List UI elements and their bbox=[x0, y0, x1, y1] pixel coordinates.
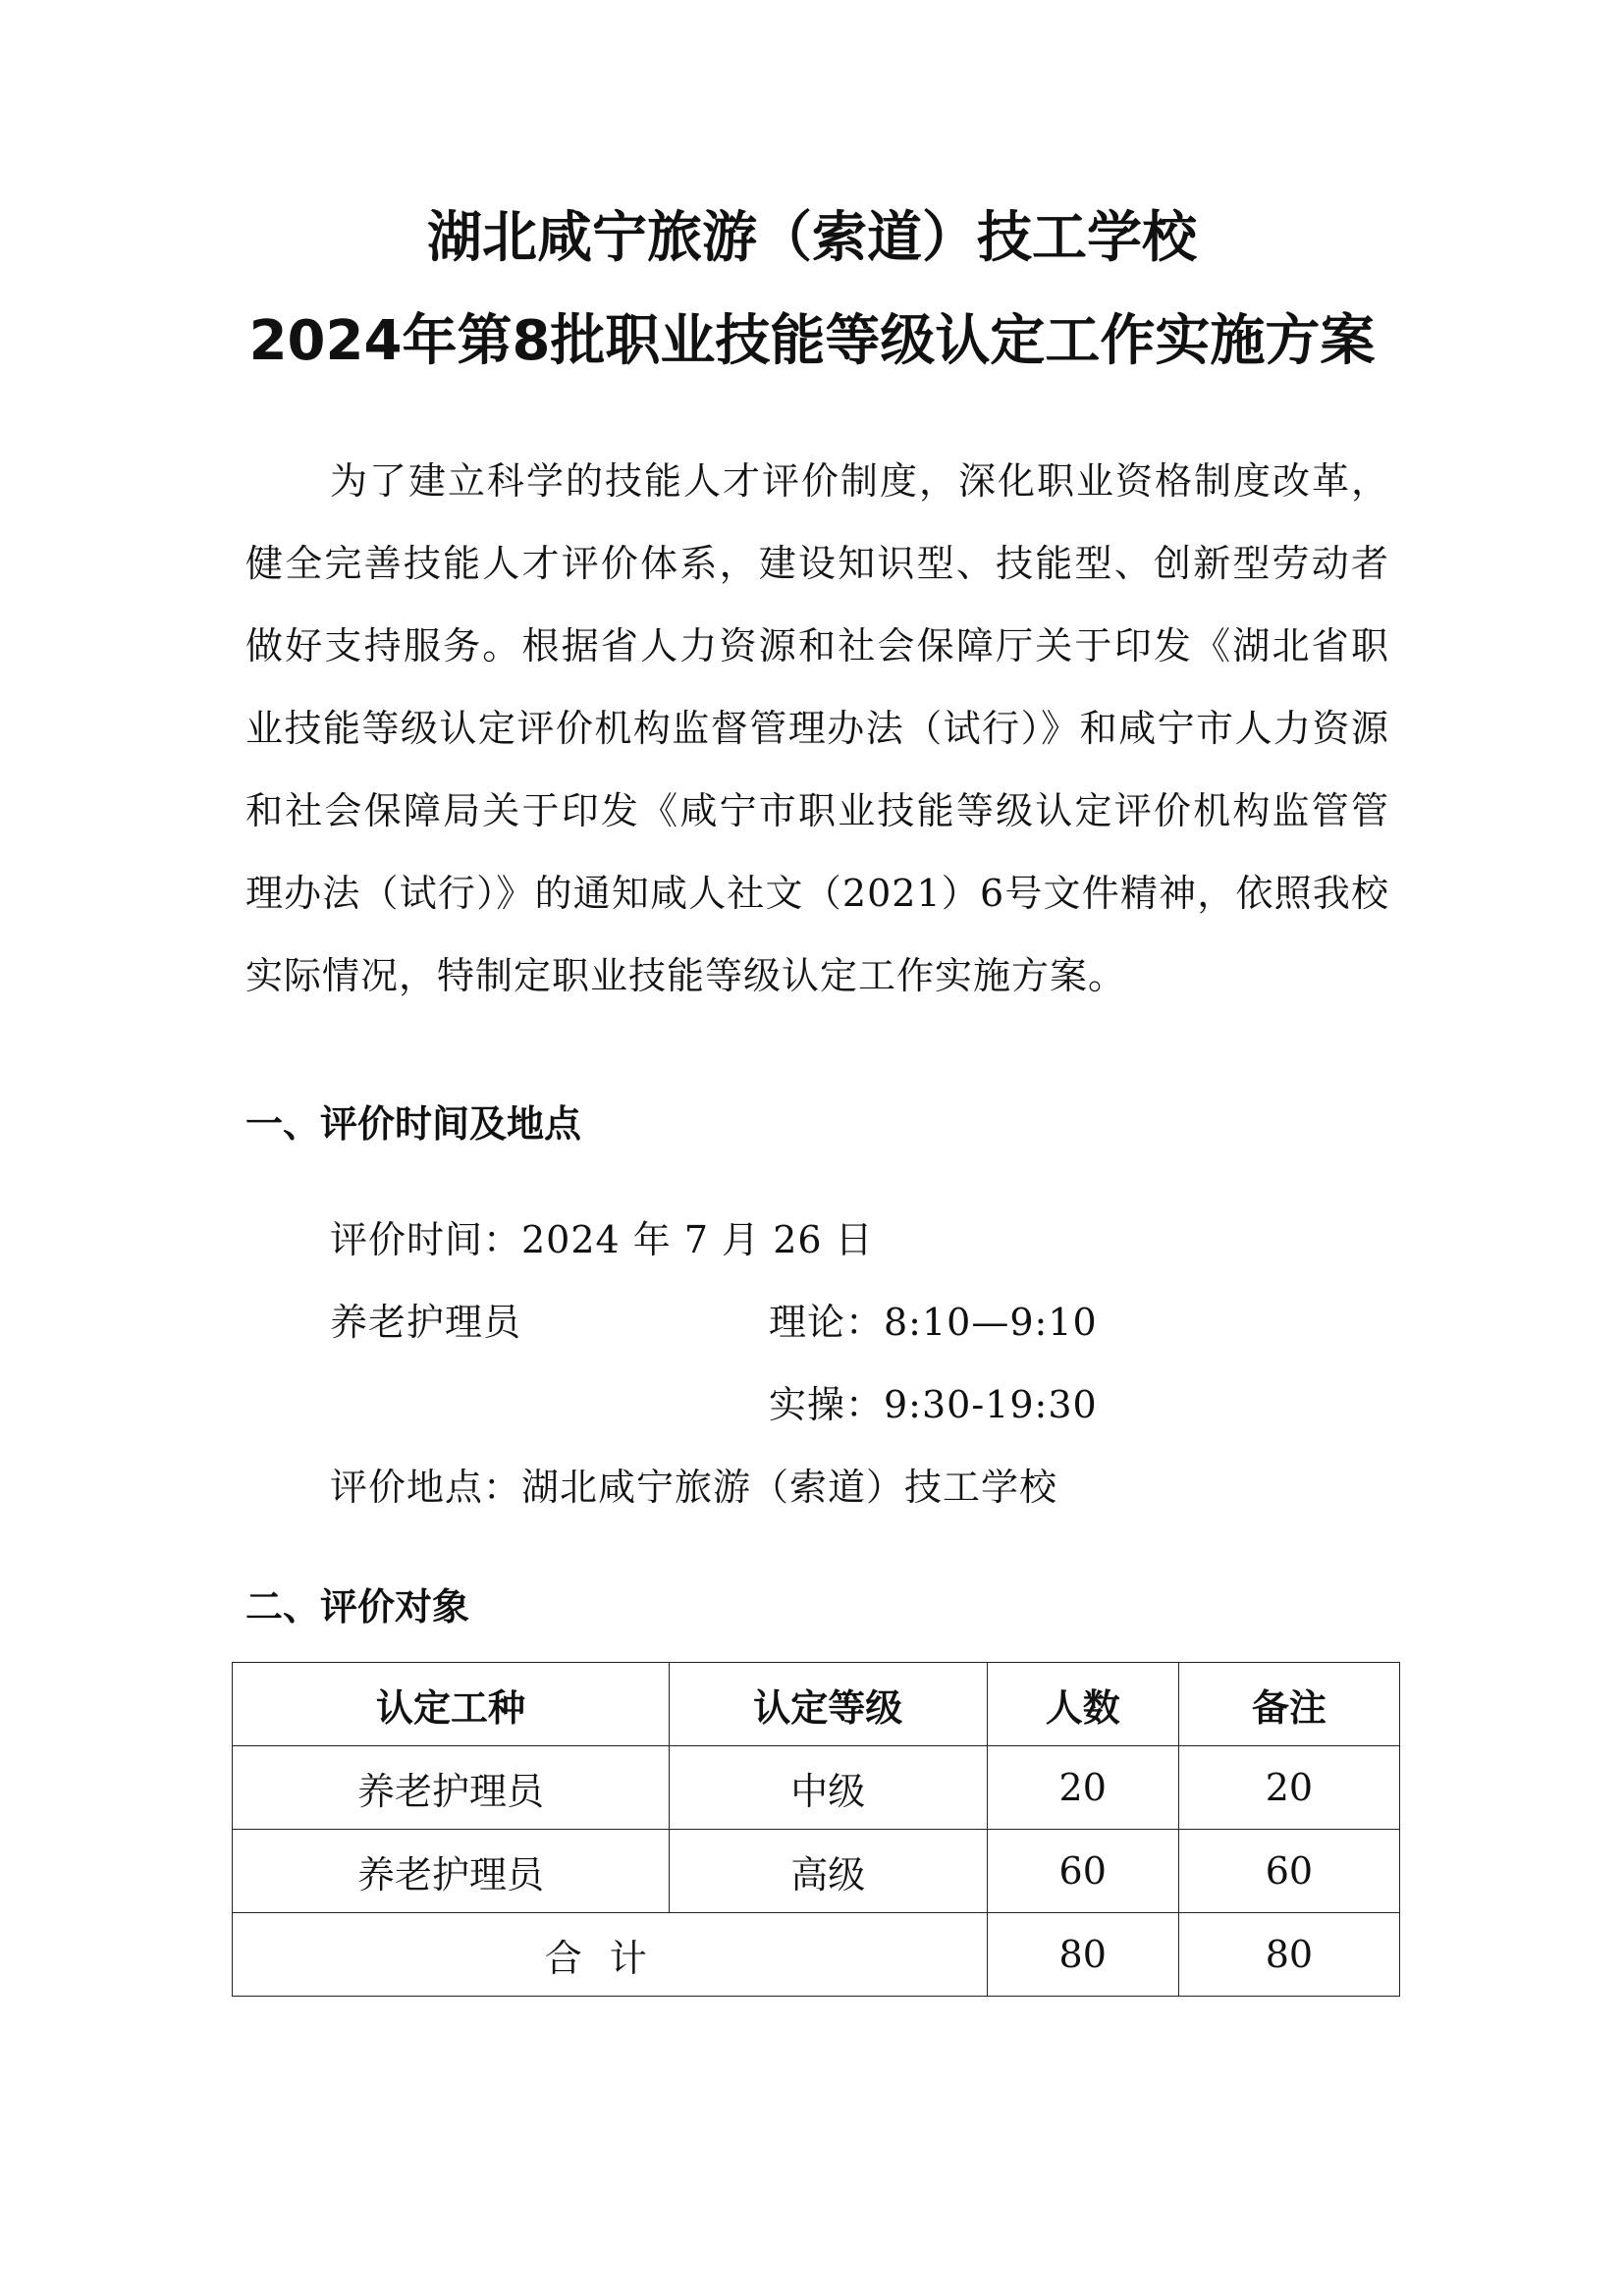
document-title-line-2: 2024年第8批职业技能等级认定工作实施方案 bbox=[248, 309, 1376, 373]
cell-count: 60 bbox=[987, 1830, 1178, 1913]
cell-total-count: 80 bbox=[987, 1913, 1178, 1997]
evaluation-target-table bbox=[232, 1662, 1400, 1997]
cell-level: 中级 bbox=[669, 1746, 987, 1830]
document-title-line-1: 湖北咸宁旅游（索道）技工学校 bbox=[427, 206, 1197, 270]
table-header-row bbox=[233, 1663, 1400, 1746]
cell-count: 20 bbox=[987, 1746, 1178, 1830]
header-count: 人数 bbox=[987, 1663, 1178, 1746]
evaluation-time: 评价时间：2024 年 7 月 26 日 bbox=[330, 1218, 874, 1261]
header-level: 认定等级 bbox=[669, 1663, 987, 1746]
cell-job-type: 养老护理员 bbox=[233, 1746, 670, 1830]
section-heading-time-place: 一、评价时间及地点 bbox=[245, 1102, 582, 1146]
cell-note: 60 bbox=[1178, 1830, 1399, 1913]
table-row bbox=[233, 1746, 1400, 1830]
theory-time: 理论：8:10—9:10 bbox=[769, 1301, 1098, 1344]
practice-time: 实操：9:30-19:30 bbox=[769, 1383, 1098, 1426]
section-heading-target: 二、评价对象 bbox=[245, 1585, 470, 1629]
cell-total-note: 80 bbox=[1178, 1913, 1399, 1997]
cell-job-type: 养老护理员 bbox=[233, 1830, 670, 1913]
job-name: 养老护理员 bbox=[330, 1301, 522, 1344]
cell-note: 20 bbox=[1178, 1746, 1399, 1830]
table-row bbox=[233, 1830, 1400, 1913]
cell-level: 高级 bbox=[669, 1830, 987, 1913]
cell-total-label: 合计 bbox=[233, 1913, 988, 1997]
table-total-row bbox=[233, 1913, 1400, 1997]
evaluation-place: 评价地点：湖北咸宁旅游（索道）技工学校 bbox=[330, 1466, 1058, 1509]
intro-paragraph: 为了建立科学的技能人才评价制度，深化职业资格制度改革，健全完善技能人才评价体系，建设知识型、技能型、创新型劳动者做好支持服务。根据省人力资源和社会保障厅关于印发《湖北省职业技能等级认定评价机构监督管理办法（试行）》和咸宁市人力资源和社会保障局关于印发《咸宁市职业技能等级认定评价机构监管管理办法（试行）》的通知咸人社文（2021）6号文件精神，依照我校实际情况，特制定职业技能等级认定工作实施方案。 bbox=[245, 459, 1389, 997]
header-job-type: 认定工种 bbox=[233, 1663, 670, 1746]
header-note: 备注 bbox=[1178, 1663, 1399, 1746]
